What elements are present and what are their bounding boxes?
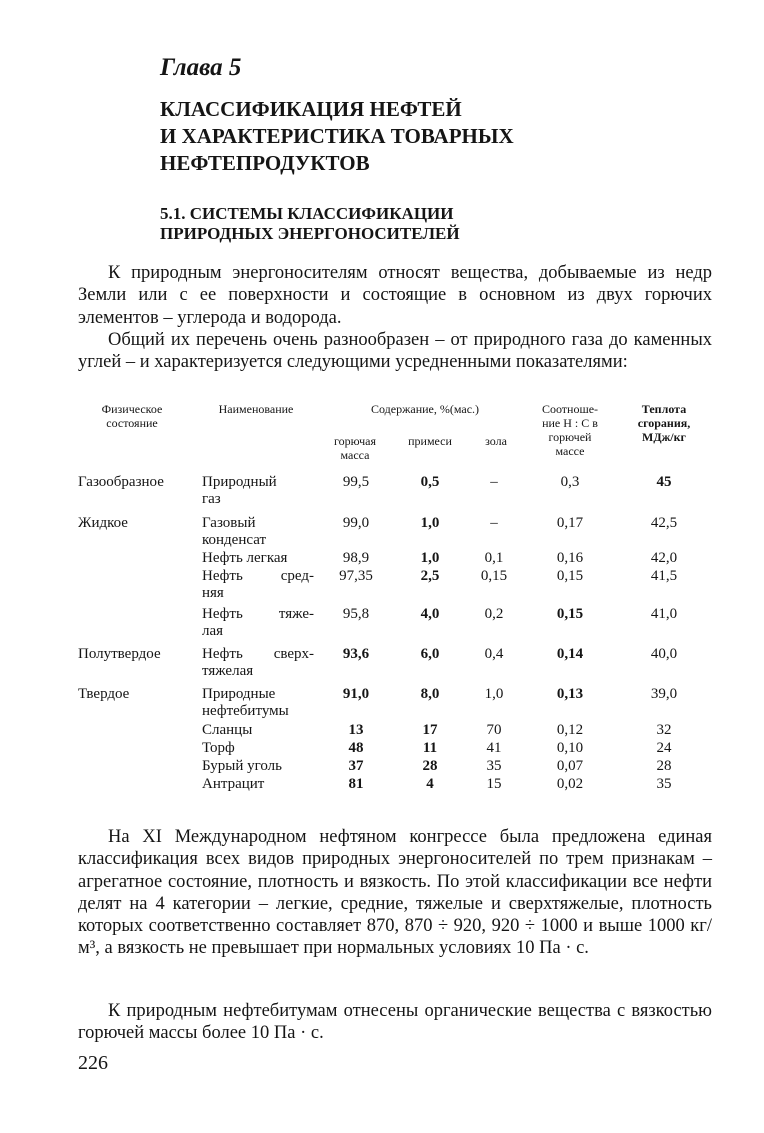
cell-name: нефтебитумы — [202, 703, 289, 719]
cell-impurities: 8,0 — [420, 686, 440, 702]
cell-heat: 32 — [656, 722, 672, 738]
cell-ratio: 0,15 — [556, 568, 584, 584]
cell-combustible: 48 — [348, 740, 364, 756]
cell-combustible: 99,0 — [342, 515, 370, 531]
cell-name: Нефть сред- — [202, 568, 314, 584]
header-ash: зола — [485, 434, 507, 448]
cell-ratio: 0,07 — [556, 758, 584, 774]
cell-ash: 41 — [486, 740, 502, 756]
cell-impurities: 1,0 — [420, 550, 440, 566]
cell-name: няя — [202, 585, 224, 601]
header-impurities: примеси — [408, 434, 452, 448]
cell-ash: – — [490, 515, 498, 531]
cell-ash: 70 — [486, 722, 502, 738]
cell-heat: 39,0 — [650, 686, 678, 702]
chapter-title-line: И ХАРАКТЕРИСТИКА ТОВАРНЫХ — [160, 124, 514, 148]
cell-impurities: 11 — [422, 740, 438, 756]
cell-impurities: 6,0 — [420, 646, 440, 662]
section-heading-line: ПРИРОДНЫХ ЭНЕРГОНОСИТЕЛЕЙ — [160, 224, 460, 243]
cell-name: Сланцы — [202, 722, 253, 738]
cell-impurities: 0,5 — [420, 474, 440, 490]
cell-name: Природный — [202, 474, 277, 490]
cell-heat: 28 — [656, 758, 672, 774]
paragraph-1: К природным энергоносителям относят вещества, добываемые из недр Земли или с ее поверхности и состоящие в основном из двух горючих элементов – углерода и водорода. — [78, 263, 712, 328]
cell-heat: 41,0 — [650, 606, 678, 622]
cell-combustible: 98,9 — [342, 550, 370, 566]
header-state: Физическое состояние — [101, 402, 163, 430]
chapter-label: Глава 5 — [160, 54, 242, 81]
cell-ratio: 0,15 — [556, 606, 584, 622]
cell-combustible: 13 — [348, 722, 364, 738]
cell-impurities: 28 — [422, 758, 438, 774]
cell-state: Полутвердое — [78, 646, 161, 662]
cell-name: Антрацит — [202, 776, 265, 792]
cell-impurities: 4 — [426, 776, 434, 792]
cell-ash: 0,1 — [484, 550, 504, 566]
cell-name: лая — [202, 623, 224, 639]
cell-ash: 0,2 — [484, 606, 504, 622]
cell-ratio: 0,10 — [556, 740, 584, 756]
cell-ratio: 0,3 — [560, 474, 580, 490]
cell-impurities: 2,5 — [420, 568, 440, 584]
cell-ratio: 0,12 — [556, 722, 584, 738]
cell-ash: – — [490, 474, 498, 490]
cell-ratio: 0,14 — [556, 646, 584, 662]
cell-ash: 15 — [486, 776, 502, 792]
header-name: Наименование — [218, 402, 294, 416]
cell-ratio: 0,02 — [556, 776, 584, 792]
cell-ratio: 0,16 — [556, 550, 584, 566]
cell-ash: 35 — [486, 758, 502, 774]
cell-name: Бурый уголь — [202, 758, 283, 774]
cell-heat: 42,5 — [650, 515, 678, 531]
cell-ash: 1,0 — [484, 686, 504, 702]
page-number: 226 — [78, 1052, 108, 1074]
cell-combustible: 99,5 — [342, 474, 370, 490]
header-heat: Теплота сгорания, МДж/кг — [637, 402, 691, 444]
paragraph-3: На XI Международном нефтяном конгрессе была предложена единая классификация всех видов природных энергоносителей по трем признакам – агрегатное состояние, плотность и вязкость. По этой классификации все нефти делят на 4 категории – легкие, средние, тяжелые и сверхтяжелые, плотность которых соответственно составляет 870, 870 ÷ 920, 920 ÷ 1000 и выше 1000 кг/м³, а вязкость не превышает при нормальных условиях 10 Па · с. — [78, 827, 712, 959]
cell-combustible: 93,6 — [342, 646, 370, 662]
cell-combustible: 95,8 — [342, 606, 370, 622]
cell-ratio: 0,17 — [556, 515, 584, 531]
cell-impurities: 4,0 — [420, 606, 440, 622]
section-heading-line: 5.1. СИСТЕМЫ КЛАССИФИКАЦИИ — [160, 204, 454, 223]
cell-heat: 35 — [656, 776, 672, 792]
cell-combustible: 97,35 — [339, 568, 373, 584]
chapter-title-line: КЛАССИФИКАЦИЯ НЕФТЕЙ — [160, 97, 462, 121]
cell-name: Нефть тяже- — [202, 606, 314, 622]
cell-name: Нефть легкая — [202, 550, 288, 566]
cell-ash: 0,15 — [480, 568, 508, 584]
cell-name: Нефть сверх- — [202, 646, 314, 662]
cell-heat: 24 — [656, 740, 672, 756]
cell-state: Жидкое — [78, 515, 128, 531]
header-ratio: Соотноше- ние Н : С в горючей массе — [541, 402, 599, 458]
cell-heat: 42,0 — [650, 550, 678, 566]
cell-name: конденсат — [202, 532, 267, 548]
cell-heat: 40,0 — [650, 646, 678, 662]
cell-combustible: 37 — [348, 758, 364, 774]
cell-name: тяжелая — [202, 663, 254, 679]
cell-state: Твердое — [78, 686, 130, 702]
section-heading — [160, 204, 460, 244]
paragraph-4: К природным нефтебитумам отнесены органические вещества с вязкостью горючей массы более 10 Па · с. — [78, 1001, 712, 1044]
cell-ash: 0,4 — [484, 646, 504, 662]
cell-impurities: 1,0 — [420, 515, 440, 531]
cell-impurities: 17 — [422, 722, 438, 738]
cell-state: Газообразное — [78, 474, 164, 490]
header-content: Содержание, %(мас.) — [370, 402, 480, 416]
cell-heat: 45 — [656, 474, 672, 490]
cell-ratio: 0,13 — [556, 686, 584, 702]
header-combustible: горючая масса — [333, 434, 376, 462]
chapter-title-line: НЕФТЕПРОДУКТОВ — [160, 151, 370, 175]
cell-combustible: 81 — [348, 776, 364, 792]
cell-name: Газовый — [202, 515, 256, 531]
cell-name: Торф — [202, 740, 235, 756]
cell-combustible: 91,0 — [342, 686, 370, 702]
paragraph-2: Общий их перечень очень разнообразен – от природного газа до каменных углей – и характеризуется следующими усредненными показателями: — [78, 330, 712, 373]
chapter-title — [160, 96, 514, 177]
cell-name: газ — [202, 491, 221, 507]
cell-heat: 41,5 — [650, 568, 678, 584]
cell-name: Природные — [202, 686, 276, 702]
